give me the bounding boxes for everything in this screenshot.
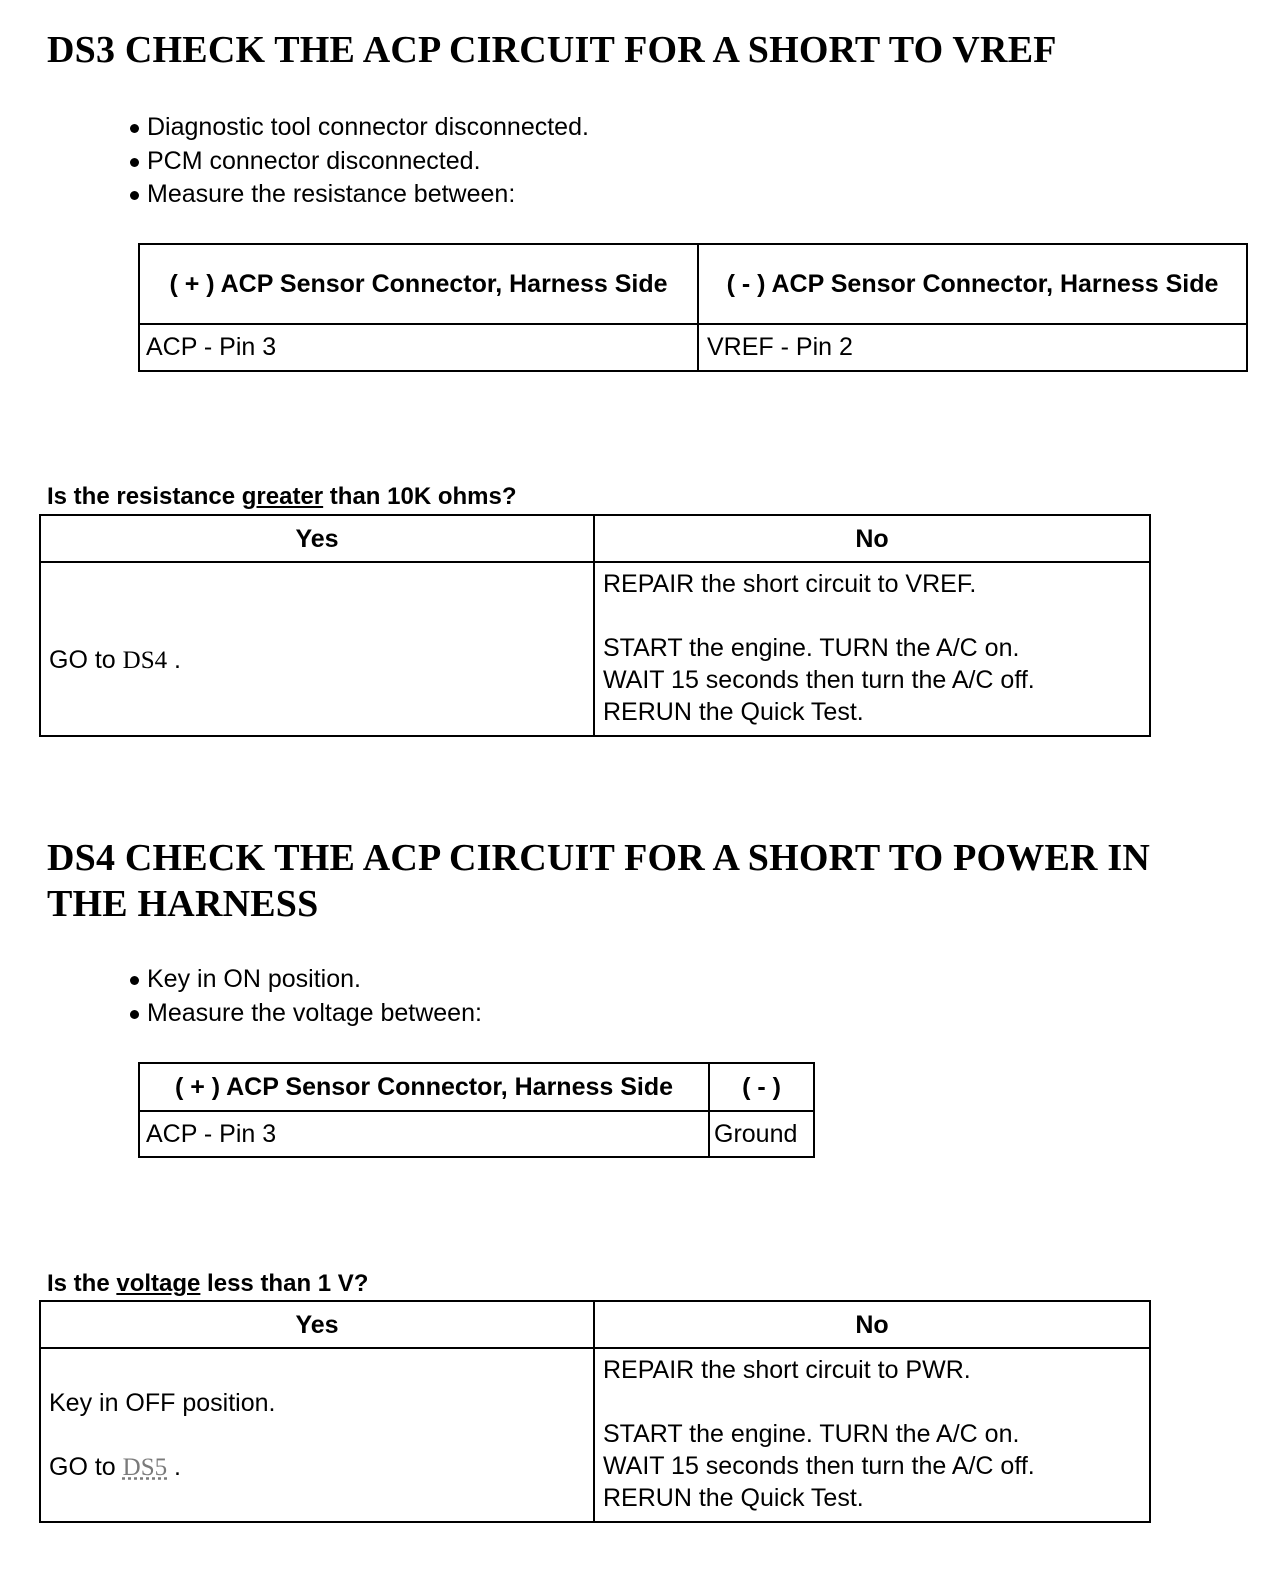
ds4-title: DS4 CHECK THE ACP CIRCUIT FOR A SHORT TO POWER IN THE HARNESS [47, 837, 1150, 925]
bullet-icon [130, 976, 139, 985]
header-cell-positive: ( + ) ACP Sensor Connector, Harness Side [139, 1063, 709, 1111]
table-row [139, 324, 1247, 371]
table-header-row [139, 244, 1247, 324]
list-item: Measure the voltage between: [128, 997, 482, 1031]
bullet-icon [130, 1010, 139, 1019]
ds3-measure-table [138, 243, 1248, 372]
ds4-measure-table [138, 1062, 815, 1158]
ds4-reference: DS4 [122, 647, 168, 674]
header-cell-positive: ( + ) ACP Sensor Connector, Harness Side [139, 244, 698, 324]
list-item: Measure the resistance between: [128, 178, 589, 212]
ds3-title: DS3 CHECK THE ACP CIRCUIT FOR A SHORT TO VREF [47, 29, 1057, 71]
yes-header: Yes [40, 1301, 594, 1348]
table-cell: Ground [709, 1111, 814, 1157]
header-cell-negative: ( - ) [709, 1063, 814, 1111]
no-cell: REPAIR the short circuit to PWR. START the engine. TURN the A/C on. WAIT 15 seconds then turn the A/C off. RERUN the Quick Test. [594, 1348, 1150, 1522]
table-cell: VREF - Pin 2 [698, 324, 1247, 371]
ds5-link[interactable]: DS5 [122, 1454, 168, 1481]
table-header-row [40, 1301, 1150, 1348]
list-item: Diagnostic tool connector disconnected. [128, 111, 589, 145]
table-cell: ACP - Pin 3 [139, 1111, 709, 1157]
yes-header: Yes [40, 515, 594, 562]
ds3-answer-table [39, 514, 1151, 737]
no-header: No [594, 515, 1150, 562]
table-row [40, 562, 1150, 736]
no-cell: REPAIR the short circuit to VREF. START the engine. TURN the A/C on. WAIT 15 seconds then turn the A/C off. RERUN the Quick Test. [594, 562, 1150, 736]
ds3-question: Is the resistance greater than 10K ohms? [47, 483, 517, 510]
table-row [139, 1111, 814, 1157]
table-cell: ACP - Pin 3 [139, 324, 698, 371]
table-row [40, 1348, 1150, 1522]
table-header-row [40, 515, 1150, 562]
yes-cell: Key in OFF position. GO to DS5 . [40, 1348, 594, 1522]
ds4-answer-table [39, 1300, 1151, 1523]
ds4-bullet-list [128, 963, 482, 1030]
ds3-bullet-list [128, 111, 589, 212]
bullet-icon [130, 191, 139, 200]
list-item: PCM connector disconnected. [128, 145, 589, 179]
list-item: Key in ON position. [128, 963, 482, 997]
header-cell-negative: ( - ) ACP Sensor Connector, Harness Side [698, 244, 1247, 324]
bullet-icon [130, 124, 139, 133]
yes-cell: GO to DS4 . [40, 562, 594, 736]
no-header: No [594, 1301, 1150, 1348]
bullet-icon [130, 158, 139, 167]
ds4-question: Is the voltage less than 1 V? [47, 1270, 369, 1297]
table-header-row [139, 1063, 814, 1111]
